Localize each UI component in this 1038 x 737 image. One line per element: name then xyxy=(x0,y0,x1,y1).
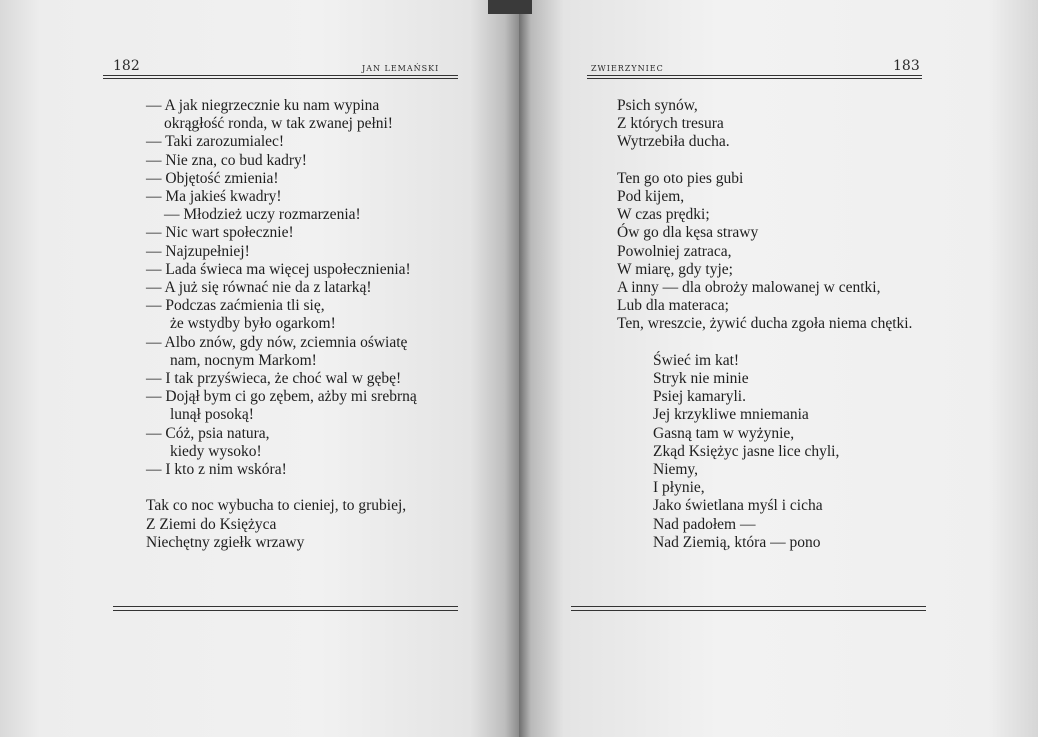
verse-line: — A jak niegrzecznie ku nam wypina xyxy=(146,97,380,114)
verse-line: A inny — dla obroży malowanej w centki, xyxy=(617,279,881,297)
verse-line xyxy=(519,152,912,170)
footer-rule xyxy=(571,606,926,607)
verse-line: Z których tresura xyxy=(617,115,724,133)
verse-line: Nad Ziemią, która — pono xyxy=(653,533,821,551)
header-rule xyxy=(103,75,458,76)
verse-line: — Objętość zmienia! xyxy=(146,169,279,187)
verse-line: kiedy wysoko! xyxy=(170,442,262,460)
verse-line: — I tak przyświeca, że choć wal w gębę! xyxy=(146,370,402,388)
header-rule xyxy=(587,75,922,76)
right-page xyxy=(519,0,1038,737)
footer-rule xyxy=(571,610,926,611)
running-head: JAN LEMAŃSKI xyxy=(362,64,440,73)
verse-line: — Dojął bym ci go zębem, ażby mi srebrną xyxy=(146,388,417,406)
header-rule xyxy=(587,78,922,79)
verse-line: W czas prędki; xyxy=(617,206,710,224)
verse-line: — Albo znów, gdy nów, zciemnia oświatę xyxy=(146,333,408,351)
running-head: ZWIERZYNIEC xyxy=(591,64,664,73)
verse-line: Ten go oto pies gubi xyxy=(617,169,744,187)
verse-line: Niechętny zgiełk wrzawy xyxy=(146,533,305,551)
verse-line: Tak co noc wybucha to cieniej, to grubiej, xyxy=(146,497,407,515)
verse-line: Z Ziemi do Księżyca xyxy=(146,515,277,533)
verse-line: I płynie, xyxy=(653,479,705,497)
page-number: 183 xyxy=(893,58,920,74)
binding-shadow xyxy=(488,0,532,14)
verse-line: Ów go dla kęsa strawy xyxy=(617,224,759,242)
verse-line: — Najzupełniej! xyxy=(146,242,250,260)
verse-line: Zkąd Księżyc jasne lice chyli, xyxy=(653,442,840,460)
page-number: 182 xyxy=(113,58,140,74)
footer-rule xyxy=(113,610,458,611)
verse-line: — A już się równać nie da z latarką! xyxy=(146,279,372,297)
verse-line: Świeć im kat! xyxy=(653,351,740,369)
verse-line xyxy=(519,334,912,352)
verse-line: — Taki zarozumialec! xyxy=(146,133,285,151)
verse-line: okrągłość ronda, w tak zwanej pełni! xyxy=(164,115,393,133)
verse-line: Pod kijem, xyxy=(617,188,685,206)
verse-line: — Ma jakieś kwadry! xyxy=(146,188,282,206)
verse-line: że wstydby było ogarkom! xyxy=(170,315,336,333)
footer-rule xyxy=(113,606,458,607)
verse-line: Stryk nie minie xyxy=(653,370,749,388)
verse-line: Ten, wreszcie, żywić ducha zgoła niema chętki. xyxy=(617,315,913,333)
verse-line: W miarę, gdy tyje; xyxy=(617,260,733,278)
verse-line: — Nie zna, co bud kadry! xyxy=(146,151,307,169)
verse-line: Psich synów, xyxy=(617,97,698,114)
verse-line: — Lada świeca ma więcej uspołecznienia! xyxy=(146,260,411,278)
verse-line: — Podczas zaćmienia tli się, xyxy=(146,297,325,315)
verse-line: nam, nocnym Markom! xyxy=(170,351,317,369)
verse-line: — Nic wart społecznie! xyxy=(146,224,294,242)
verse-block xyxy=(104,97,417,552)
verse-line: Lub dla materaca; xyxy=(617,297,729,315)
verse-line: Nad padołem — xyxy=(653,515,756,533)
verse-line: Psiej kamaryli. xyxy=(653,388,746,406)
verse-line: — I kto z nim wskóra! xyxy=(146,461,287,479)
verse-line: Powolniej zatraca, xyxy=(617,242,732,260)
verse-block xyxy=(519,97,912,552)
verse-line: Jej krzykliwe mniemania xyxy=(653,406,809,424)
verse-line xyxy=(104,479,417,497)
verse-line: Gasną tam w wyżynie, xyxy=(653,424,795,442)
verse-line: Jako świetlana myśl i cicha xyxy=(653,497,823,515)
verse-line: — Młodzież uczy rozmarzenia! xyxy=(164,206,361,224)
header-rule xyxy=(103,78,458,79)
verse-line: lunął posoką! xyxy=(170,406,254,424)
verse-line: Niemy, xyxy=(653,461,699,479)
verse-line: — Cóż, psia natura, xyxy=(146,424,270,442)
verse-line: Wytrzebiła ducha. xyxy=(617,133,730,151)
